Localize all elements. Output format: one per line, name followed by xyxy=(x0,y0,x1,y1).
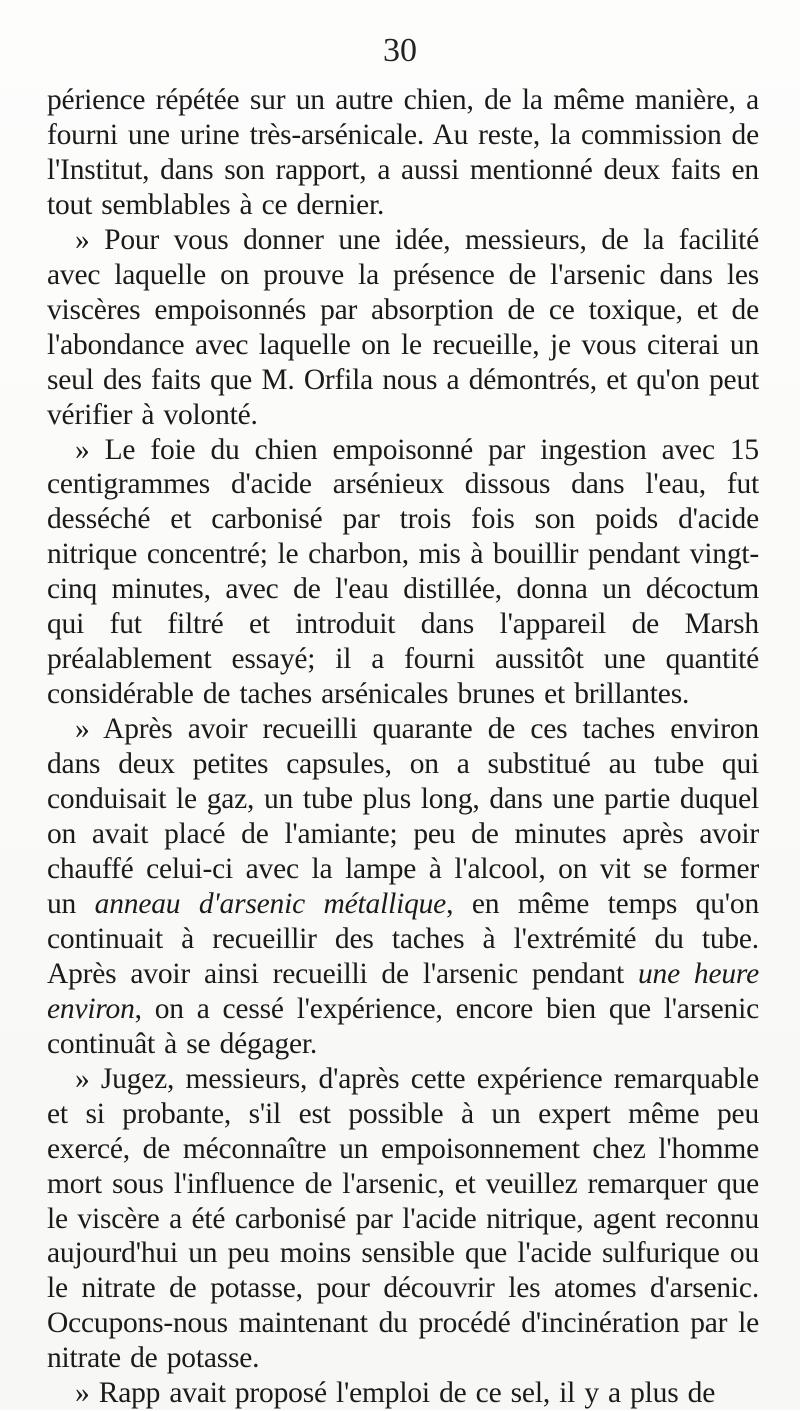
paragraph xyxy=(47,712,759,1062)
paragraph xyxy=(47,83,759,223)
text-run: » Rapp avait proposé l'emploi de ce sel, il y a plus de xyxy=(75,1377,716,1410)
paragraph xyxy=(47,1062,759,1377)
text-run: » Jugez, messieurs, d'après cette expérience remarquable et si probante, s'il est possible à un expert même peu exercé, de méconnaître un empoisonnement chez l'homme mort sous l'influence de l'arsenic, et veuillez remarquer que le viscère a été carbonisé par l'acide nitrique, agent reconnu aujourd'hui un peu moins sensible que l'acide sulfurique ou le nitrate de potasse, pour découvrir les atomes d'arsenic. Occupons-nous maintenant du procédé d'incinération par le nitrate de potasse. xyxy=(47,1062,759,1375)
text-run: périence répétée sur un autre chien, de la même manière, a fourni une urine très-arsénicale. Au reste, la commission de l'Institut, dans son rapport, a aussi mentionné deux faits en tout semblables à ce dernier. xyxy=(47,84,759,221)
text-run: » Le foie du chien empoisonné par ingestion avec 15 centigrammes d'acide arsénieux dissous dans l'eau, fut desséché et carbonisé par trois fois son poids d'acide nitrique concentré; le charbon, mis à bouillir pendant vingt-cinq minutes, avec de l'eau distillée, donna un décoctum qui fut filtré et introduit dans l'appareil de Marsh préalablement essayé; il a fourni aussitôt une quantité considérable de taches arsénicales brunes et brillantes. xyxy=(47,433,759,711)
italic-run: anneau d'arsenic métallique xyxy=(94,887,447,920)
text-run: » Pour vous donner une idée, messieurs, de la facilité avec laquelle on prouve la présence de l'arsenic dans les viscères empoisonnés par absorption de ce toxique, et de l'abondance avec laquelle on le recueille, je vous citerai un seul des faits que M. Orfila nous a démontrés, et qu'on peut vérifier à volonté. xyxy=(47,223,759,431)
paragraph xyxy=(47,223,759,433)
text-run: , on a cessé l'expérience, encore bien que l'arsenic continuât à se dégager. xyxy=(47,992,759,1060)
page-number: 30 xyxy=(383,32,417,69)
text-run: » Après avoir recueilli quarante de ces taches environ dans deux petites capsules, on a substitué au tube qui conduisait le gaz, un tube plus long, dans une partie duquel on avait placé de l'amiante; peu de minutes après avoir chauffé celui-ci avec la lampe à l'alcool, on vit se former un xyxy=(47,713,759,920)
body-text xyxy=(47,83,759,1411)
text-run: , en même temps qu'on continuait à recueillir des taches à l'extrémité du tube. Après avoir ainsi recueilli de l'arsenic pendant xyxy=(47,887,760,990)
paragraph xyxy=(47,433,759,713)
paragraph xyxy=(47,1376,759,1411)
italic-run: une heure environ xyxy=(47,957,759,1025)
